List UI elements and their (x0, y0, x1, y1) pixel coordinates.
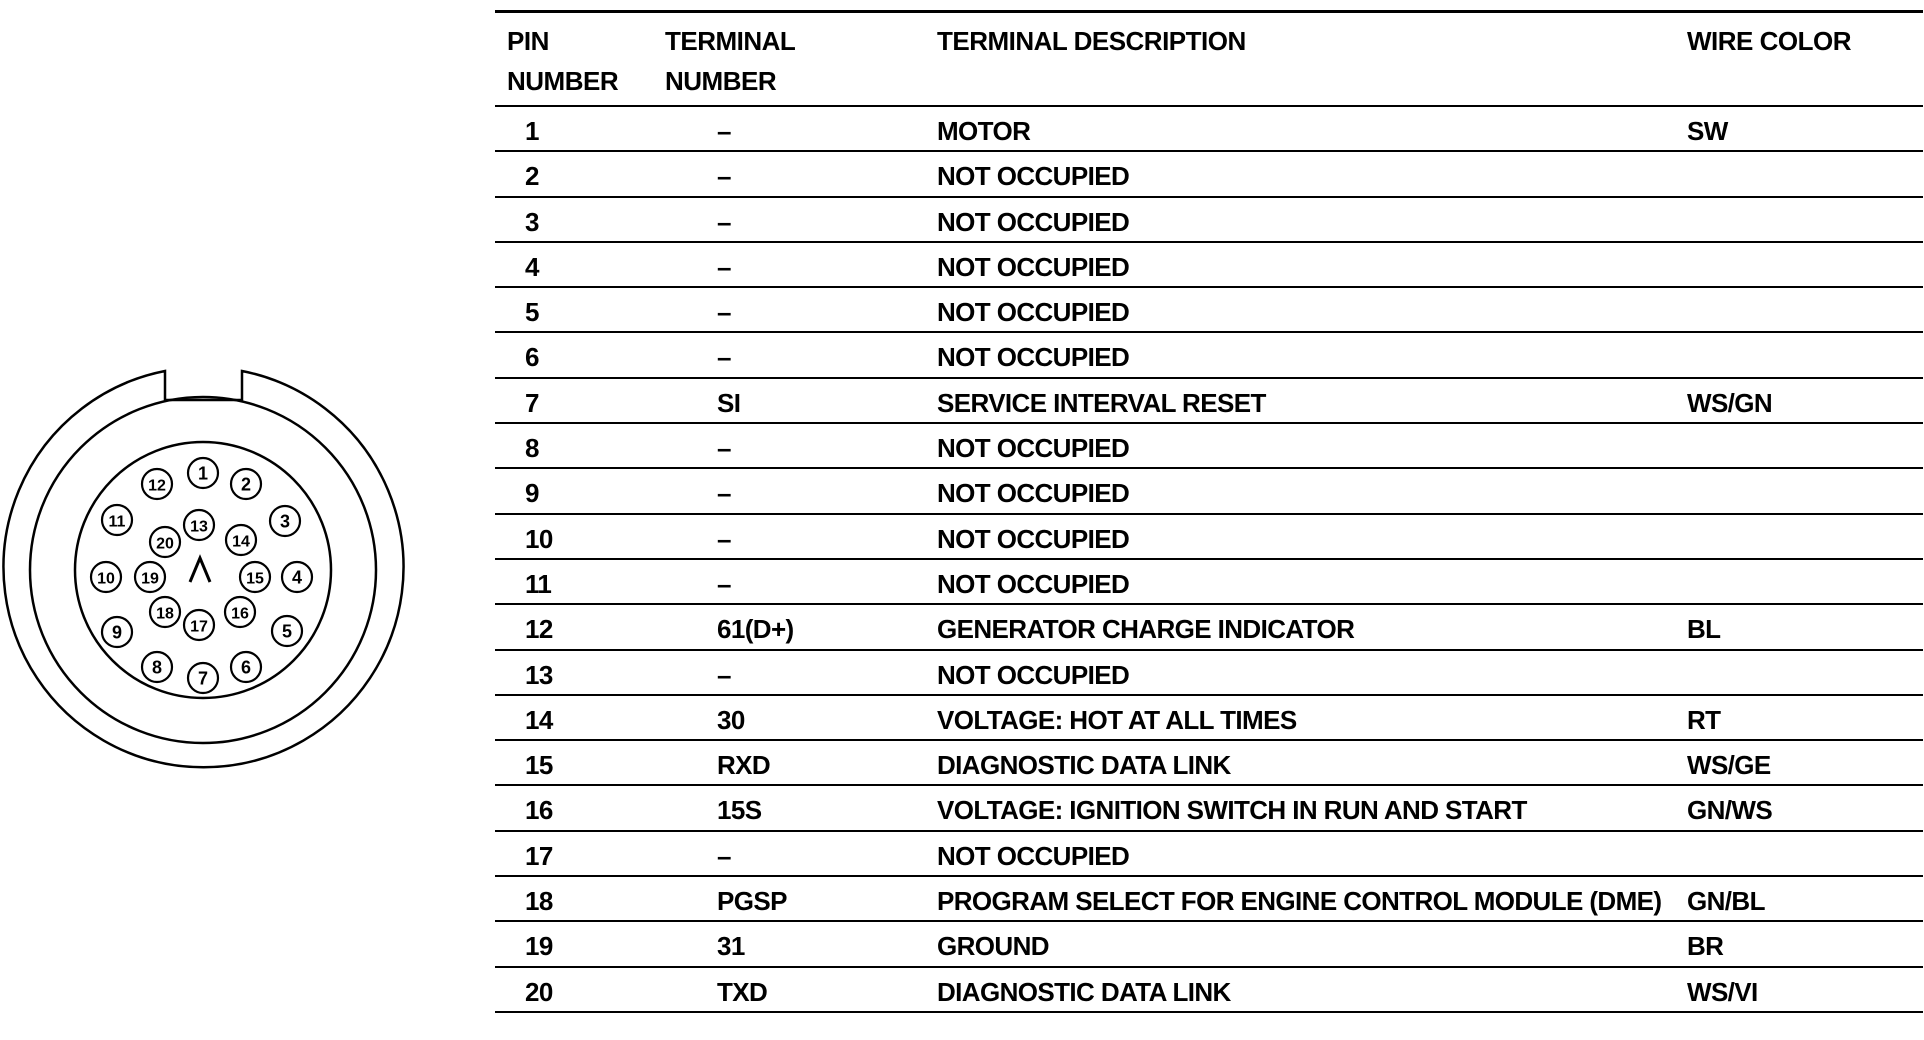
table-row (495, 741, 1923, 786)
pin-label: 6 (240, 657, 252, 678)
pin-number-cell: 19 (525, 931, 553, 962)
terminal-number-cell: TXD (717, 976, 768, 1007)
table-body (495, 107, 1923, 1013)
table-row (495, 832, 1923, 877)
terminal-description-cell: VOLTAGE: IGNITION SWITCH IN RUN AND START (937, 795, 1527, 826)
table-row (495, 198, 1923, 243)
pin-number-cell: 9 (525, 478, 539, 509)
pin-number-cell: 14 (525, 704, 553, 735)
terminal-number-cell: – (717, 568, 731, 599)
table-row (495, 288, 1923, 333)
terminal-description-cell: NOT OCCUPIED (937, 206, 1130, 237)
pin-13 (184, 510, 214, 540)
table-row (495, 605, 1923, 650)
pin-number-cell: 6 (525, 342, 539, 373)
terminal-number-cell: 15S (717, 795, 762, 826)
pin-11 (102, 505, 132, 535)
table-row (495, 786, 1923, 831)
pin-label: 17 (190, 618, 208, 636)
terminal-number-cell: – (717, 659, 731, 690)
terminal-description-cell: PROGRAM SELECT FOR ENGINE CONTROL MODULE (DME) (937, 886, 1662, 917)
table-header-row (495, 13, 1923, 107)
pin-label: 10 (97, 570, 115, 588)
table-row (495, 968, 1923, 1013)
wire-color-cell: WS/GE (1687, 750, 1771, 781)
terminal-number-cell: – (717, 206, 731, 237)
terminal-number-cell: – (717, 251, 731, 282)
header-terminal-number: TERMINAL NUMBER (665, 26, 796, 96)
pin-17 (184, 610, 214, 640)
terminal-description-cell: DIAGNOSTIC DATA LINK (937, 976, 1231, 1007)
pin-label: 4 (291, 567, 303, 588)
pin-number-cell: 10 (525, 523, 553, 554)
pin-number-cell: 13 (525, 659, 553, 690)
terminal-number-cell: 61(D+) (717, 614, 794, 645)
terminal-description-cell: NOT OCCUPIED (937, 297, 1130, 328)
wire-color-cell: WS/VI (1687, 976, 1758, 1007)
terminal-number-cell: SI (717, 387, 741, 418)
pin-number-cell: 4 (525, 251, 539, 282)
wire-color-cell: RT (1687, 704, 1721, 735)
connector-middle-ring (30, 397, 376, 743)
connector-diagram (0, 360, 420, 780)
pin-number-cell: 20 (525, 976, 553, 1007)
pin-label: 16 (231, 605, 249, 623)
pin-3 (270, 506, 300, 536)
terminal-number-cell: – (717, 840, 731, 871)
pin-number-cell: 2 (525, 161, 539, 192)
pin-label: 18 (156, 605, 174, 623)
pin-number-cell: 16 (525, 795, 553, 826)
pin-2 (231, 469, 261, 499)
terminal-number-cell: 31 (717, 931, 745, 962)
terminal-description-cell: NOT OCCUPIED (937, 659, 1130, 690)
pin-label: 14 (232, 533, 250, 551)
terminal-description-cell: GENERATOR CHARGE INDICATOR (937, 614, 1355, 645)
pin-10 (91, 562, 121, 592)
pin-12 (142, 469, 172, 499)
pin-number-cell: 12 (525, 614, 553, 645)
pin-16 (225, 597, 255, 627)
pin-number-cell: 17 (525, 840, 553, 871)
pin-20 (150, 527, 180, 557)
wire-color-cell: GN/WS (1687, 795, 1773, 826)
pin-7 (188, 663, 218, 693)
terminal-description-cell: GROUND (937, 931, 1049, 962)
table-row (495, 696, 1923, 741)
pin-label: 13 (190, 518, 208, 536)
pin-label: 19 (141, 570, 159, 588)
pin-4 (282, 562, 312, 592)
terminal-number-cell: – (717, 433, 731, 464)
pin-number-cell: 3 (525, 206, 539, 237)
pin-label: 11 (108, 513, 126, 531)
table-row (495, 107, 1923, 152)
terminal-description-cell: MOTOR (937, 116, 1031, 146)
table-row (495, 243, 1923, 288)
table-row (495, 379, 1923, 424)
terminal-description-cell: NOT OCCUPIED (937, 568, 1130, 599)
pin-number-cell: 7 (525, 387, 539, 418)
terminal-description-cell: DIAGNOSTIC DATA LINK (937, 750, 1231, 781)
key-caret-icon (190, 558, 210, 582)
terminal-number-cell: 30 (717, 704, 745, 735)
wire-color-cell: BL (1687, 614, 1721, 645)
pin-18 (150, 597, 180, 627)
pin-label: 15 (246, 570, 264, 588)
pin-8 (142, 652, 172, 682)
terminal-description-cell: NOT OCCUPIED (937, 478, 1130, 509)
pin-1 (188, 458, 218, 488)
pin-layer (91, 458, 312, 693)
pin-label: 3 (279, 511, 291, 532)
wire-color-cell: SW (1687, 116, 1728, 146)
pin-label: 2 (240, 474, 252, 495)
pin-label: 9 (111, 622, 123, 643)
table-row (495, 651, 1923, 696)
pin-number-cell: 11 (525, 568, 552, 599)
wire-color-cell: WS/GN (1687, 387, 1773, 418)
pin-label: 1 (197, 463, 209, 484)
terminal-number-cell: – (717, 161, 731, 192)
pin-number-cell: 5 (525, 297, 539, 328)
table-row (495, 515, 1923, 560)
pin-label: 7 (197, 668, 209, 689)
terminal-number-cell: – (717, 297, 731, 328)
terminal-number-cell: RXD (717, 750, 771, 781)
wire-color-cell: GN/BL (1687, 886, 1765, 917)
header-wire-color: WIRE COLOR (1687, 26, 1851, 56)
terminal-description-cell: VOLTAGE: HOT AT ALL TIMES (937, 704, 1297, 735)
table-row (495, 424, 1923, 469)
pin-label: 8 (151, 657, 163, 678)
pin-5 (272, 616, 302, 646)
table-row (495, 560, 1923, 605)
wire-color-cell: BR (1687, 931, 1724, 962)
terminal-description-cell: NOT OCCUPIED (937, 161, 1130, 192)
table-row (495, 877, 1923, 922)
terminal-description-cell: NOT OCCUPIED (937, 251, 1130, 282)
pin-9 (102, 617, 132, 647)
pin-number-cell: 8 (525, 433, 539, 464)
header-terminal-description: TERMINAL DESCRIPTION (937, 26, 1246, 56)
terminal-number-cell: – (717, 342, 731, 373)
header-pin-number: PIN NUMBER (507, 26, 619, 96)
terminal-description-cell: NOT OCCUPIED (937, 433, 1130, 464)
pin-number-cell: 1 (525, 116, 539, 146)
terminal-description-cell: NOT OCCUPIED (937, 342, 1130, 373)
terminal-number-cell: – (717, 523, 731, 554)
terminal-number-cell: – (717, 478, 731, 509)
pin-6 (231, 652, 261, 682)
terminal-description-cell: SERVICE INTERVAL RESET (937, 387, 1266, 418)
pin-label: 5 (281, 621, 293, 642)
terminal-number-cell: – (717, 116, 731, 146)
table-row (495, 469, 1923, 514)
pin-number-cell: 15 (525, 750, 553, 781)
pin-label: 12 (148, 477, 166, 495)
pin-number-cell: 18 (525, 886, 553, 917)
terminal-description-cell: NOT OCCUPIED (937, 523, 1130, 554)
table-row (495, 333, 1923, 378)
table-row (495, 152, 1923, 197)
pin-15 (240, 562, 270, 592)
pin-table (495, 10, 1923, 1013)
pin-19 (135, 562, 165, 592)
pin-label: 20 (156, 535, 174, 553)
table-row (495, 922, 1923, 967)
terminal-number-cell: PGSP (717, 886, 787, 917)
terminal-description-cell: NOT OCCUPIED (937, 840, 1130, 871)
pin-14 (226, 525, 256, 555)
